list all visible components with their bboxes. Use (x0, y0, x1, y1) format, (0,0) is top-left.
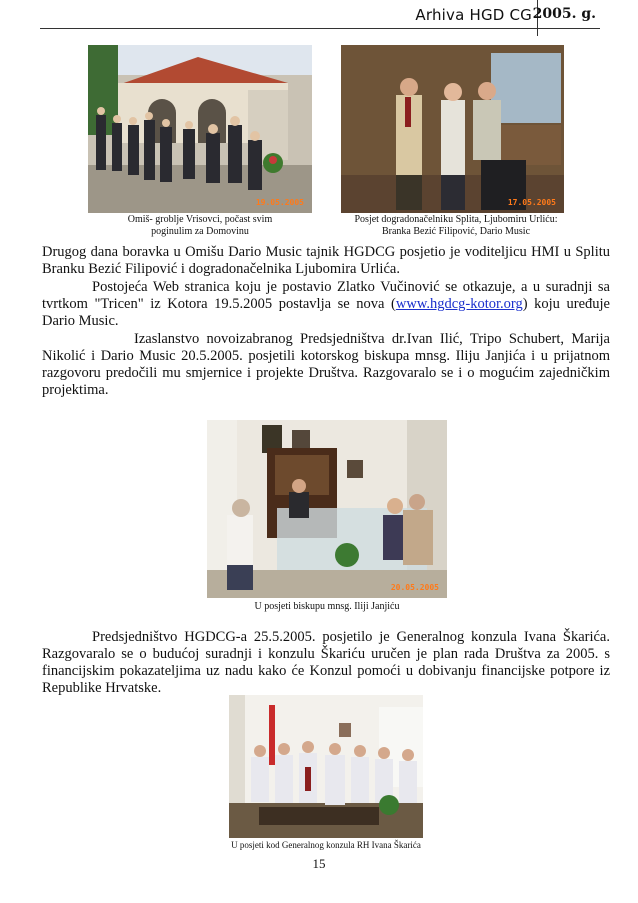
header-title: Arhiva HGD CG (415, 6, 532, 24)
paragraph-web-page (42, 279, 610, 330)
website-link[interactable]: www.hgdcg-kotor.org (395, 296, 523, 312)
paragraph-bishop-visit: Izaslanstvo novoizabranog Predsjedništva dr.Ivan Ilić, Tripo Schubert, Marija Nikolić i Dario Music 20.5.2005. posjetili kotorskog biskupa mnsg. Iliju Janjića i u prijatnom razgovoru predočili mu smjernice i projekte Društva. Razgovaralo se i o mogućim zajedničkim projektima. (42, 331, 610, 398)
paragraph-consul-visit: Predsjedništvo HGDCG-a 25.5.2005. posjetilo je Generalnog konzula Ivana Škarića. Razgovaralo se o budućoj suradnji i konzulu Škariću uručen je plan rada Društva za 2005. s financijskim pokazateljima uz nadu kako će Konzul pomoći u dobivanju financijske potpore iz Republike Hrvatske. (42, 629, 610, 696)
photo-cemetery (88, 45, 312, 213)
photo-mayor-visit (341, 45, 564, 213)
caption-cemetery (88, 214, 312, 238)
photo-date-stamp: 20.05.2005 (390, 583, 439, 592)
paragraph-text: Postojeća Web stranica koju je postavio Zlatko Vučinović se otkazuje, a u suradnji sa tvrtkom "Tricen" iz Kotora 19.5.2005 postavlja se nova ( (42, 279, 610, 312)
header-year: 2005. g. (532, 6, 596, 22)
caption-line: Posjet dogradonačelniku Splita, Ljubomiru Urliću: (354, 214, 558, 225)
caption-consul-visit: U posjeti kod Generalnog konzula RH Ivana Škarića (231, 840, 421, 850)
photo-date-stamp: 17.05.2005 (507, 198, 556, 207)
photo-bishop-visit (207, 420, 447, 598)
caption-line: Branka Bezić Filipović, Dario Music (381, 226, 531, 237)
photo-consul-visit (229, 695, 423, 838)
caption-mayor-visit (341, 214, 571, 238)
page-number: 15 (312, 856, 326, 871)
paragraph-visit-split: Drugog dana boravka u Omišu Dario Music tajnik HGDCG posjetio je voditeljicu HMI u Splitu Branku Bezić Filipović i dogradonačelnika Ljubomira Urlića. (42, 244, 610, 277)
page-header (40, 0, 600, 29)
caption-line: poginulim za Domovinu (151, 226, 249, 237)
caption-line: Omiš- groblje Vrisovci, počast svim (127, 214, 273, 225)
paragraph-text: ) koju uređuje Dario Music. (42, 296, 610, 329)
caption-bishop-visit: U posjeti biskupu mnsg. Iliji Janjiću (254, 601, 400, 612)
photo-date-stamp: 19.05.2005 (255, 198, 304, 207)
